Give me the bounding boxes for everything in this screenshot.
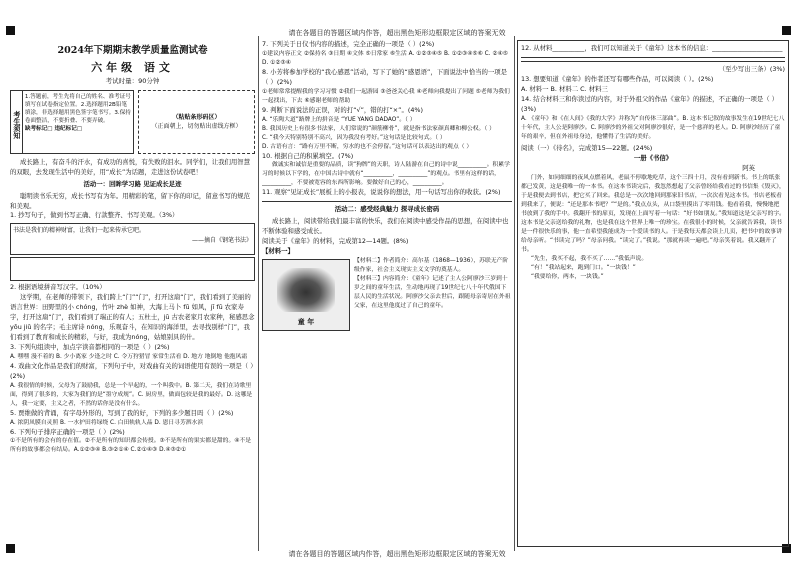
story-dialog-3: “我要给你，两本，一块钱。” <box>531 274 604 281</box>
question-3-options: A. 嘿嘿 漫不着的 B. 少小离家 少逢之时 C. 令万狩猎冒 家常生活看 D. 地方 地倒地 他抱风霜 <box>10 353 248 360</box>
question-9-d: D. 古语有言：“路有万里不断，穷水的也不会停留。”这句话可以表达出的观点（ ） <box>262 143 473 150</box>
intro-text: 成长路上，有奋斗的汗水，有成功的喜悦，有失败的泪水。同学们，让我们用智慧的双眼，去发现生活中的美好，用“成长”为话题，走进这份试卷吧！ <box>10 157 251 176</box>
question-9: 9. 判断下面说法的正误，对的打“√”，错的打“×”。(4%) <box>262 105 423 114</box>
column-divider <box>258 36 259 551</box>
part2-heading: 活动二：感受经典魅力 探寻成长密码 <box>334 205 440 214</box>
story-author: 阿英 <box>742 164 755 173</box>
story-title: 一册《书信》 <box>633 154 673 163</box>
question-11: 11. 观察“见证成长”展板上的小报表，说说你的想法，用一句话写出你的收获。(2%) <box>262 188 501 197</box>
bottom-note: 请在各题目的答题区域内作答，超出黑色矩形边框限定区域的答案无效 <box>288 550 506 558</box>
ink-illustration <box>277 268 335 312</box>
reading-heading: 阅读（一）《待名》，完成第15—22题。(24%) <box>521 144 653 153</box>
writing-box-2[interactable] <box>10 257 255 281</box>
barcode-area <box>138 90 255 154</box>
exam-time: 考试时量：90分钟 <box>105 76 160 85</box>
question-9-b: B. 我国历史上有很多书法家，人们常说的“颜筋柳骨”，就是指书法家颜真卿和柳公权。（ ） <box>262 125 495 132</box>
question-3: 3. 下列句组读中，加点字读音都相同的一项是（ ）(2%) <box>10 342 170 351</box>
part1-sub: 聪明读书乐无穷，成长书写有为年。用精彩的笔，留下你的印记，留意书写的规范和美观。 <box>10 191 251 210</box>
question-8-options: ①老师常常提醒我的学习习惯 ②我们一起游园 ③爸爸关心我 ④老师向我提出了问题 ⑤老师为我们一起找出，下去 ⑥感谢老师的帮助 <box>262 88 510 104</box>
barcode-label: （粘贴条形码区） <box>172 113 221 121</box>
column-1 <box>10 40 255 545</box>
question-6-options: ①不是所有的会有的存在值。②不是所有的知识都会传授。③不是所有的果实都是甜的。④不是所有的故事都会有结局。A.①②③④ B.③②①④ C.②①④③ D.④③②① <box>10 438 252 454</box>
top-note: 请在各题目的答题区域内作答，超出黑色矩形边框限定区域的答案无效 <box>288 29 506 37</box>
question-9-a: A. “乐陶大道”路牌上的拼音是 “YUE YANG DADAO”。（ ） <box>262 116 416 123</box>
instructions-label: 考生须知 <box>11 91 23 153</box>
question-9-c: C. “我今天特别特别不高兴，因为我没有考好。”这句话是比较句式。（ ） <box>262 134 446 141</box>
column-3 <box>517 40 789 547</box>
question-5-options: A. 浓阴凤膜自灵照 B. 一水护田将绿绕 C. 白田轨轨人晶 D. 恩日寻芳泗水滨 <box>10 419 204 426</box>
instructions-box <box>10 90 134 154</box>
book-cover-caption: 童 年 <box>297 318 315 327</box>
question-13: 13. 想要知道《童年》的作者还写有哪些作品，可以阅读（ ）。(2%) <box>521 74 714 83</box>
copy-hint: 书法是我们的精神财富，让我们一起来传承它吧。 <box>13 227 146 235</box>
question-7: 7. 下列关于日仪书内容的描述，完全正确的一项是（ ）(2%) <box>262 40 435 48</box>
question-14: 14. 结合材料三和你读过的内容，对于外祖父的作品《童年》的描述，不正确的一项是（ ）(3%) <box>521 94 779 113</box>
copy-author: ——摘自《钢笔书法》 <box>191 236 252 244</box>
exam-subject: 六年级 语文 <box>91 60 174 74</box>
instructions-text: 1.答题前，考生先将自己的姓名、准考证号填写在试卷指定位置。2.选择题用2B铅笔填涂，非选择题用黑色签字笔书写。3.保持卷面整洁，不要折叠、不要弄破。 <box>24 93 131 125</box>
question-2-text: 这学期，在老师的带领下，我们跨上“门”“门”，打开这扇“门”，我们看到了美丽的语言世界：田野里的小 chóng，竹叶 zhè 如神，大海上马卜 fū 如风，jī fū 农家寿宇，打开这扇“门”，我们看到了瑞正的有人；五杜士，jū 古农老家月农家种，秘感思念 yōu jiǔ 的名字；毛主席诗 nóng，乐观奋斗，在知识的海洋里，去寻找别样“门”，我们看到了教育和成长的精彩，与好，我成为nóng，姑娘别具的什。 <box>10 293 255 341</box>
material-2: 【材料二】作者简介：高尔基（1868—1936），苏联无产阶级作家，社会主义现实主义文学的奠基人。 <box>354 257 509 273</box>
question-2: 2. 根据语境拼音写汉字。（10%） <box>10 283 106 292</box>
question-10: 10. 根据自己的积累填空。(7%) <box>262 151 354 160</box>
question-10-text: 做诚实和诚信是重要的品质，读“狗牌”的天职，诗人陆游在自己的诗中说__________。积累学习的时候以下学的，在中国古诗中就有“__________，__________”的观点。书里有这样的话，__________，不要被宽容的东西所影响。要做好自己的心，__________。 <box>262 162 510 187</box>
material-1-label: 【材料一】 <box>262 247 294 256</box>
absent-mark[interactable]: 缺考标记□ 违纪标记□ <box>24 126 83 133</box>
column-divider <box>514 36 515 551</box>
writing-box[interactable] <box>10 223 255 255</box>
question-12: 12. 从材料__________，我们可以知道关于《童年》这本书的信息：______________________ <box>521 44 783 52</box>
question-6: 6. 下列句子排序正确的一项是（ ）(2%) <box>10 427 125 436</box>
answer-line[interactable] <box>521 61 785 62</box>
answer-line[interactable] <box>521 57 785 58</box>
question-4-options: A. 我很情的时候，父母为了鼓励我，总是一个早起的，一个叫我中。B. 第二天，我们在诗歌里面，得到了很多的，大家为我们的是“墨守成规”。C. 厨房里，做面包较是我的最好。D. 这哪是人，我一定要，主义之者，不然的话你是没有什么。 <box>10 382 253 407</box>
barcode-note: （正面朝上，切勿贴出虚线方框） <box>151 122 242 130</box>
question-12-head: 阅读关于《童年》的材料，完成第12—14题。(8%) <box>262 237 409 246</box>
story-dialog-1: “先生，我买不起，我不买了……”我低声说。 <box>531 256 648 263</box>
story-text: 门外，如同细细的夜风点燃着风，老鼠不停歇地吃草，这个三四十月，没有看到新书。书上的纸张都已发黄，这是我唯一的一本书。在这本书读完后，我忽然想起了父亲曾经给我看过的书信集《毁灭》，于是我便去到书店，把它买了回来。我总是一次次地回到那家旧书店，一次次看见这本书。书店老板看到我来了，便说：“还是那本书吧？”“是的。”我点点头，从口袋里摸出了零用钱。他看着我，慢慢地把书放到了我的手中。我翻开书的扉页，发现在上面写着一句话：“好书如朋友。”我知道这是父亲写的字。这本书是父亲送给我的礼物，也是我在这个世界上唯一的珍宝。在我很小的时候，父亲就告诉我，读书是一件很快乐的事，他一直希望我能成为一个爱读书的人。于是我每天都会读上几页，把书中的故事讲给母亲听。“书读完了吗？”母亲问我。“读完了。”我说。“那就再读一遍吧。”母亲笑着说。我又翻开了书。 <box>521 175 785 254</box>
question-12-end: （至少写出三条）(3%) <box>718 64 785 73</box>
question-14-options: A. 《童年》和《在人间》《我的大学》并称为“自传体三部曲”。B. 这本书记叙的故事发生在19世纪七八十年代，主人公是阿廖沙。C. 阿廖沙的外祖父对阿廖沙很好，是一个慈祥的老人。D. 阿廖沙经历了童年的艰辛，但在外祖母身边，他懂得了生活的美好。 <box>521 115 785 140</box>
question-1: 1. 抄写句子，做到书写正确、行款整齐、书写美观。（3%） <box>10 211 179 220</box>
question-8: 8. 小芳将参加学校的“我心感恩”活动，写下了她的“感恩语”，下面说法中恰当的一项是（ ）(2%) <box>262 67 508 86</box>
story-dialog-2: “有！”我站起来，跑到门口。“一块钱！” <box>531 265 636 272</box>
question-4: 4. 戏曲文化作品是我们的财富，下列句子中，对戏曲有关的词语使用有误的一项是（ ）(2%) <box>10 361 254 380</box>
material-3: 【材料三】内容简介：《童年》记述了主人公阿廖沙三岁到十岁之间的童年生活，生动地再现了19世纪七八十年代俄国下层人民的生活状况。阿廖沙父亲去世后，跟随母亲寄居在外祖父家，在这里他度过了自己的童年。 <box>354 275 511 309</box>
question-7-options: ①建议内容正文 ②保持名 ③日期 ④文体 ⑤日常家 ⑥生活 A. ①②③④⑤ B. ①②③④⑤⑥ C. ②④⑤ D. ①②③④ <box>262 50 508 66</box>
part2-sub: 成长路上，阅读带给我们最丰富的快乐，我们在阅读中感受作品的思想，在阅读中也不断体验和感受成长。 <box>262 217 509 236</box>
exam-title: 2024年下期期末教学质量监测试卷 <box>57 45 208 56</box>
question-5: 5. 贾维做的背诵，有字母外形的，写到了我的好，下列的多少题目吗（ ）(2%) <box>10 408 234 417</box>
question-13-options: A. 材料一 B. 材料二 C. 材料三 <box>521 84 608 93</box>
answer-line[interactable] <box>262 201 512 202</box>
part1-heading: 活动一：回眸学习路 见证成长足迹 <box>83 179 182 188</box>
book-cover-image <box>262 259 350 331</box>
column-2 <box>262 40 512 545</box>
